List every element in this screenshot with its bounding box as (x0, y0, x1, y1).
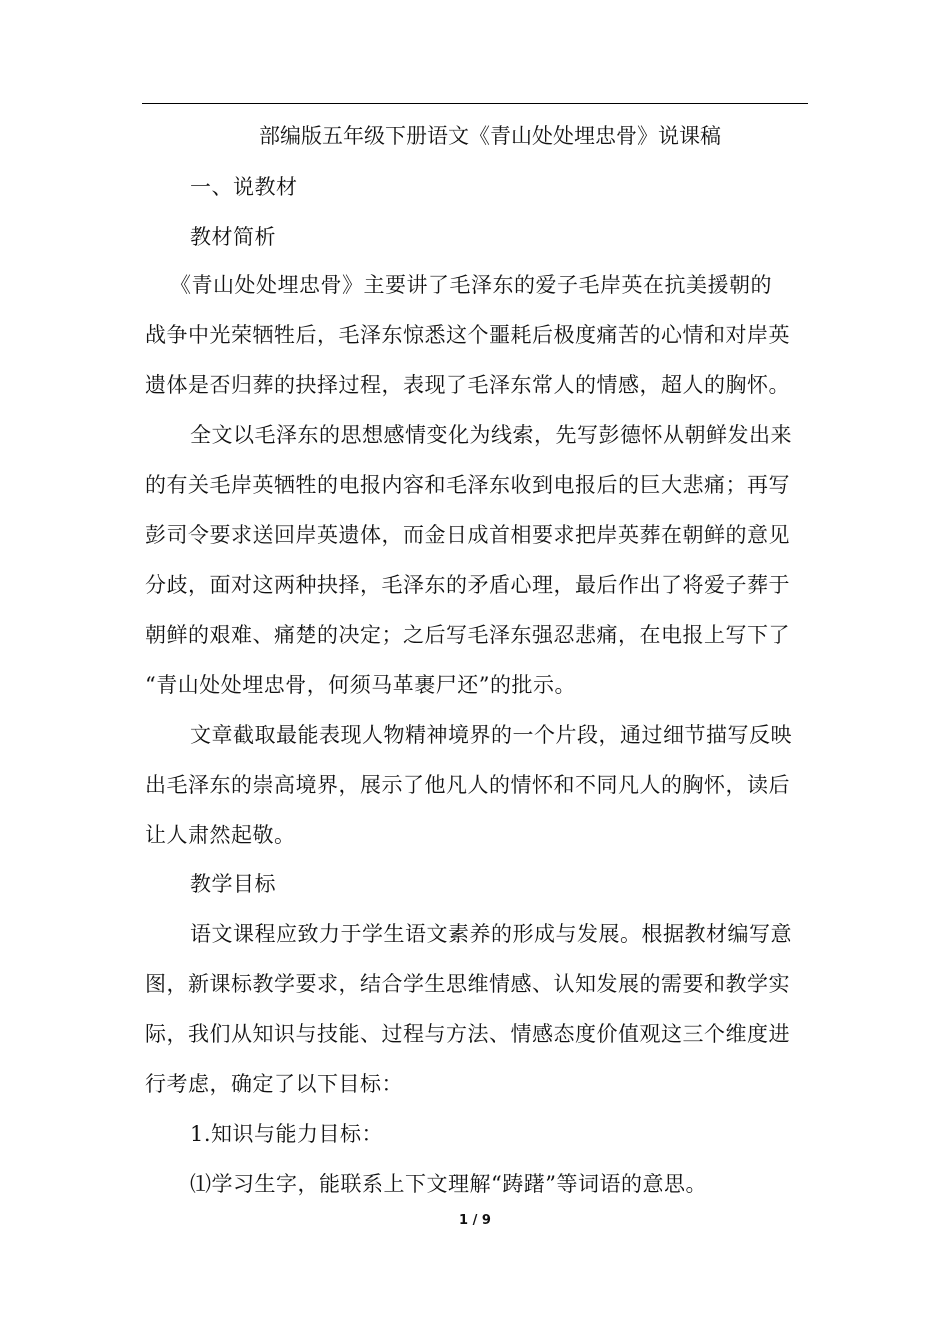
paragraph-line: 战争中光荣牺牲后，毛泽东惊悉这个噩耗后极度痛苦的心情和对岸英 (145, 323, 790, 347)
paragraph-line: 出毛泽东的崇高境界，展示了他凡人的情怀和不同凡人的胸怀，读后 (145, 773, 790, 797)
paragraph-line: 朝鲜的艰难、痛楚的决定；之后写毛泽东强忍悲痛，在电报上写下了 (145, 623, 790, 647)
paragraph-line: 让人肃然起敬。 (145, 823, 296, 847)
paragraph-line: 分歧，面对这两种抉择，毛泽东的矛盾心理，最后作出了将爱子葬于 (145, 573, 790, 597)
paragraph-line: 全文以毛泽东的思想感情变化为线索，先写彭德怀从朝鲜发出来 (190, 423, 792, 447)
paragraph-line: 彭司令要求送回岸英遗体，而金日成首相要求把岸英葬在朝鲜的意见 (145, 523, 790, 547)
subsection-heading: 教学目标 (190, 872, 276, 896)
page-number: 1 / 9 (459, 1213, 491, 1228)
section-heading: 一、说教材 (190, 175, 298, 199)
paragraph-line: 遗体是否归葬的抉择过程，表现了毛泽东常人的情感，超人的胸怀。 (145, 373, 790, 397)
paragraph-line: 行考虑，确定了以下目标： (145, 1072, 403, 1096)
list-heading: 1.知识与能力目标： (190, 1122, 384, 1146)
header-rule (142, 103, 808, 104)
subsection-heading: 教材简析 (190, 225, 276, 249)
paragraph-line: “青山处处埋忠骨，何须马革裹尸还”的批示。 (145, 673, 576, 697)
paragraph-line: 文章截取最能表现人物精神境界的一个片段，通过细节描写反映 (190, 723, 792, 747)
paragraph-line: 语文课程应致力于学生语文素养的形成与发展。根据教材编写意 (190, 922, 792, 946)
list-item: ⑴学习生字，能联系上下文理解“踌躇”等词语的意思。 (190, 1172, 707, 1196)
paragraph-line: 《青山处处埋忠骨》主要讲了毛泽东的爱子毛岸英在抗美援朝的 (170, 273, 772, 297)
paragraph-line: 的有关毛岸英牺牲的电报内容和毛泽东收到电报后的巨大悲痛；再写 (145, 473, 790, 497)
paragraph-line: 图，新课标教学要求，结合学生思维情感、认知发展的需要和教学实 (145, 972, 790, 996)
paragraph-line: 际，我们从知识与技能、过程与方法、情感态度价值观这三个维度进 (145, 1022, 790, 1046)
document-title: 部编版五年级下册语文《青山处处埋忠骨》说课稿 (259, 124, 721, 148)
